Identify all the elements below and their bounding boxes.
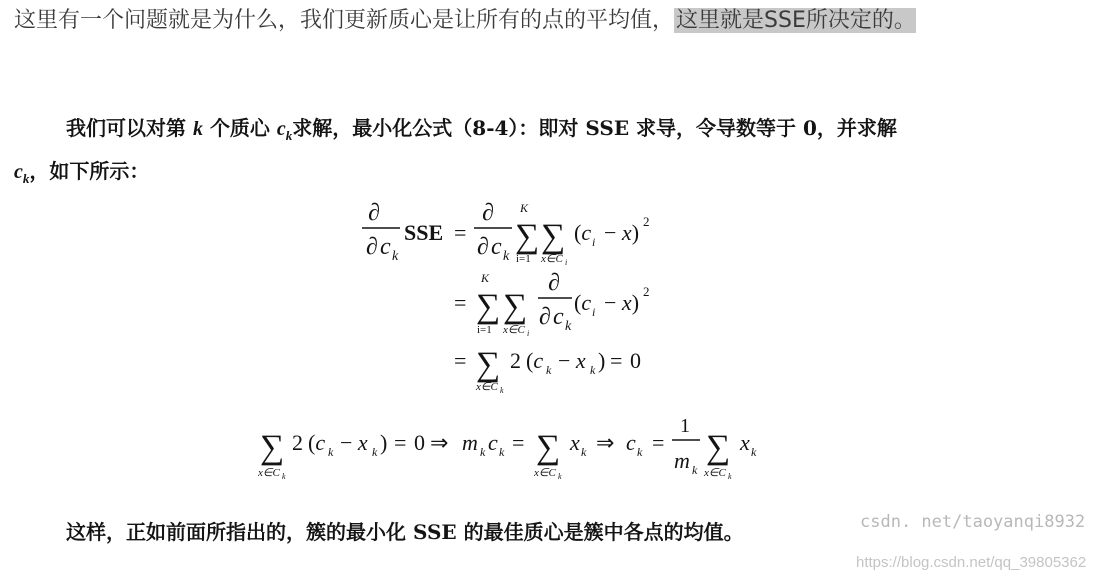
lower-i1: i=1 bbox=[477, 324, 492, 336]
sigma: ∑ bbox=[706, 429, 731, 466]
sub-k: k bbox=[751, 445, 757, 459]
sub-k: k bbox=[546, 363, 552, 377]
sub-k: k bbox=[480, 445, 486, 459]
var-c: c bbox=[380, 234, 391, 260]
square: 2 bbox=[643, 214, 650, 229]
var-ck: $c_k$ bbox=[276, 118, 293, 143]
sub-k: k bbox=[503, 249, 510, 264]
sigma: ∑ bbox=[260, 429, 285, 466]
sigma-2: ∑ bbox=[503, 288, 528, 325]
para1-part-c: 求解，最小化公式（8-4）：即对 SSE 求导，令导数等于 0，并求解 bbox=[292, 116, 897, 140]
var-c: c bbox=[488, 430, 498, 455]
partial-symbol: ∂ bbox=[368, 200, 380, 226]
lower-xCk: x∈C bbox=[476, 381, 498, 393]
sub-k: k bbox=[328, 445, 334, 459]
var-m: m bbox=[674, 448, 690, 473]
watermark-url: https://blog.csdn.net/qq_39805362 bbox=[856, 554, 1087, 571]
equation-row-2 bbox=[454, 270, 650, 338]
zero: 0 bbox=[414, 430, 425, 455]
sigma-2: ∑ bbox=[541, 218, 566, 255]
lower-xCk: x∈C bbox=[258, 467, 280, 479]
watermark-faint: csdn. net/taoyanqi8932 bbox=[860, 512, 1086, 532]
equals: = bbox=[454, 220, 467, 245]
sub-k: k bbox=[500, 386, 504, 395]
derivation-equations bbox=[0, 192, 1105, 492]
implies: ⇒ bbox=[430, 430, 449, 455]
sub-i: i bbox=[527, 329, 530, 338]
lower-i1: i=1 bbox=[516, 253, 531, 265]
para1-part-b: 个质心 bbox=[209, 116, 270, 140]
sub-i: i bbox=[565, 258, 568, 267]
paren-expr: (c bbox=[574, 290, 592, 315]
zero: 0 bbox=[630, 348, 641, 373]
sub-k: k bbox=[499, 445, 505, 459]
equals: = bbox=[454, 348, 467, 373]
para2-text: ，如下所示： bbox=[29, 159, 150, 183]
var-ck-2: $c_k$ bbox=[14, 161, 30, 186]
para1-part-a: 我们可以对第 bbox=[66, 116, 186, 140]
equation-row-4 bbox=[257, 415, 757, 481]
sub-k: k bbox=[282, 472, 286, 481]
sigma: ∑ bbox=[476, 346, 501, 383]
sub-k: k bbox=[581, 445, 587, 459]
equation-row-1 bbox=[362, 200, 650, 267]
intro-highlighted-text: 这里就是SSE所决定的。 bbox=[676, 8, 916, 33]
lower-xCi: x∈C bbox=[503, 324, 525, 336]
intro-text: 这里有一个问题就是为什么，我们更新质心是让所有的点的平均值， bbox=[14, 8, 675, 33]
sub-k: k bbox=[565, 319, 572, 334]
paren-expr: (c bbox=[574, 220, 592, 245]
upper-K: K bbox=[520, 201, 529, 215]
sigma-1: ∑ bbox=[476, 288, 501, 325]
minus-x: − x bbox=[558, 348, 586, 373]
implies: ⇒ bbox=[596, 430, 615, 455]
minus-x: − x) bbox=[604, 290, 640, 315]
var-x: x bbox=[740, 430, 750, 455]
book-conclusion: 这样，正如前面所指出的，簇的最小化 SSE 的最佳质心是簇中各点的均值。 bbox=[66, 520, 744, 544]
partial-symbol: ∂ bbox=[366, 234, 378, 260]
equals: = bbox=[610, 348, 623, 373]
partial-symbol: ∂ bbox=[482, 200, 494, 226]
minus-x: − x) bbox=[604, 220, 640, 245]
two: 2 bbox=[510, 348, 521, 373]
sigma-1: ∑ bbox=[515, 218, 540, 255]
sub-k: k bbox=[558, 472, 562, 481]
two: 2 bbox=[292, 430, 303, 455]
book-paragraph-line-1 bbox=[66, 112, 897, 144]
close-paren: ) bbox=[380, 430, 388, 455]
equals: = bbox=[652, 430, 665, 455]
book-paragraph-line-2 bbox=[14, 155, 149, 187]
var-x: x bbox=[570, 430, 580, 455]
partial-symbol: ∂ bbox=[548, 270, 560, 296]
var-k: k bbox=[192, 118, 203, 140]
intro-sentence bbox=[14, 4, 916, 38]
var-c: c bbox=[491, 234, 502, 260]
sub-i: i bbox=[592, 235, 596, 249]
var-c: c bbox=[626, 430, 636, 455]
paren-expr: (c bbox=[526, 348, 544, 373]
equals: = bbox=[512, 430, 525, 455]
sub-k: k bbox=[637, 445, 643, 459]
lower-xCk: x∈C bbox=[704, 467, 726, 479]
equation-row-3 bbox=[454, 346, 641, 395]
paren-expr: (c bbox=[308, 430, 326, 455]
lower-xCi: x∈C bbox=[541, 253, 563, 265]
square: 2 bbox=[643, 284, 650, 299]
minus-x: − x bbox=[340, 430, 368, 455]
sub-k: k bbox=[692, 463, 698, 477]
sub-k: k bbox=[392, 249, 399, 264]
var-c: c bbox=[553, 304, 564, 330]
equals: = bbox=[394, 430, 407, 455]
upper-K: K bbox=[481, 271, 490, 285]
one: 1 bbox=[680, 415, 690, 437]
sigma: ∑ bbox=[536, 429, 561, 466]
book-scan-image bbox=[0, 92, 1105, 584]
close-paren: ) bbox=[598, 348, 606, 373]
partial-symbol: ∂ bbox=[539, 304, 551, 330]
partial-symbol: ∂ bbox=[477, 234, 489, 260]
lower-xCk: x∈C bbox=[534, 467, 556, 479]
sse-label: SSE bbox=[404, 220, 444, 245]
equals: = bbox=[454, 290, 467, 315]
var-m: m bbox=[462, 430, 478, 455]
sub-k: k bbox=[728, 472, 732, 481]
sub-k: k bbox=[590, 363, 596, 377]
sub-k: k bbox=[372, 445, 378, 459]
sub-i: i bbox=[592, 305, 596, 319]
